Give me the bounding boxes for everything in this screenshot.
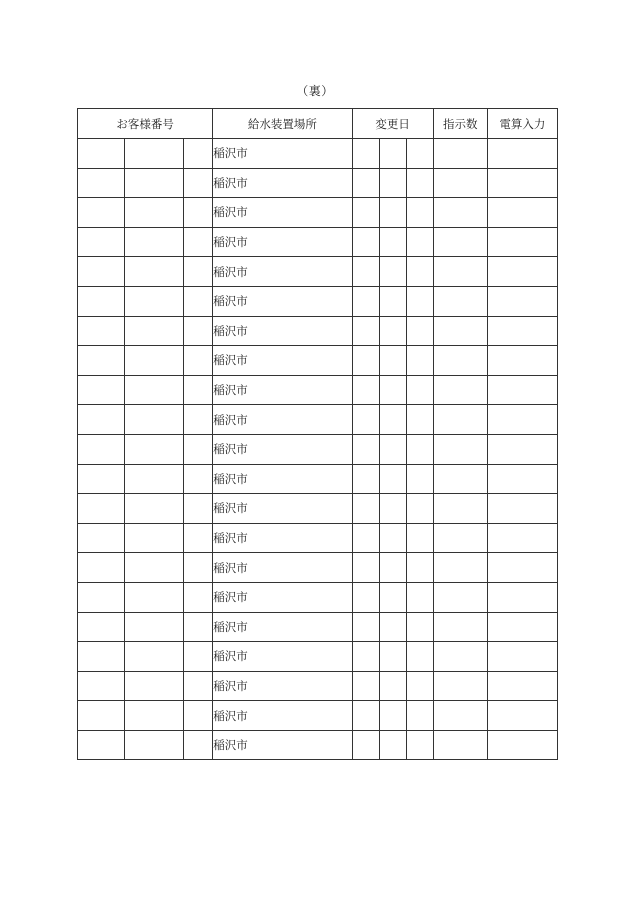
table-row bbox=[78, 494, 558, 524]
customer-number-cell-3 bbox=[184, 168, 213, 198]
change-date-cell-2 bbox=[379, 139, 406, 169]
customer-number-cell-3 bbox=[184, 642, 213, 672]
customer-number-cell-3 bbox=[184, 730, 213, 760]
table-row bbox=[78, 642, 558, 672]
indicator-cell bbox=[433, 168, 487, 198]
customer-number-cell-1 bbox=[78, 227, 125, 257]
change-date-cell-3 bbox=[406, 701, 433, 731]
change-date-cell-1 bbox=[352, 168, 379, 198]
customer-number-cell-2 bbox=[125, 139, 184, 169]
computer-input-cell bbox=[487, 494, 557, 524]
computer-input-cell bbox=[487, 316, 557, 346]
change-date-cell-3 bbox=[406, 464, 433, 494]
indicator-cell bbox=[433, 671, 487, 701]
change-date-cell-3 bbox=[406, 671, 433, 701]
customer-number-cell-1 bbox=[78, 701, 125, 731]
computer-input-cell bbox=[487, 553, 557, 583]
indicator-cell bbox=[433, 701, 487, 731]
change-date-cell-3 bbox=[406, 286, 433, 316]
table-row bbox=[78, 257, 558, 287]
table-row bbox=[78, 434, 558, 464]
indicator-cell bbox=[433, 730, 487, 760]
change-date-cell-2 bbox=[379, 198, 406, 228]
computer-input-cell bbox=[487, 642, 557, 672]
customer-number-cell-3 bbox=[184, 523, 213, 553]
table-row bbox=[78, 168, 558, 198]
change-date-cell-1 bbox=[352, 494, 379, 524]
change-date-cell-1 bbox=[352, 375, 379, 405]
change-date-cell-1 bbox=[352, 198, 379, 228]
location-cell: 稲沢市 bbox=[213, 464, 352, 494]
customer-number-cell-1 bbox=[78, 405, 125, 435]
location-cell: 稲沢市 bbox=[213, 286, 352, 316]
location-cell: 稲沢市 bbox=[213, 494, 352, 524]
table-row bbox=[78, 464, 558, 494]
customer-number-cell-2 bbox=[125, 730, 184, 760]
change-date-cell-2 bbox=[379, 346, 406, 376]
table-body bbox=[78, 139, 558, 760]
indicator-cell bbox=[433, 642, 487, 672]
customer-number-cell-3 bbox=[184, 257, 213, 287]
customer-number-cell-2 bbox=[125, 671, 184, 701]
table-row bbox=[78, 405, 558, 435]
computer-input-cell bbox=[487, 582, 557, 612]
location-cell: 稲沢市 bbox=[213, 316, 352, 346]
customer-number-cell-1 bbox=[78, 730, 125, 760]
change-date-cell-3 bbox=[406, 494, 433, 524]
table-row bbox=[78, 198, 558, 228]
indicator-cell bbox=[433, 198, 487, 228]
location-cell: 稲沢市 bbox=[213, 582, 352, 612]
change-date-cell-2 bbox=[379, 494, 406, 524]
customer-number-cell-2 bbox=[125, 286, 184, 316]
change-date-cell-2 bbox=[379, 405, 406, 435]
change-date-cell-1 bbox=[352, 286, 379, 316]
customer-number-cell-2 bbox=[125, 434, 184, 464]
indicator-cell bbox=[433, 523, 487, 553]
change-date-cell-1 bbox=[352, 612, 379, 642]
customer-number-cell-1 bbox=[78, 612, 125, 642]
computer-input-cell bbox=[487, 168, 557, 198]
location-cell: 稲沢市 bbox=[213, 523, 352, 553]
indicator-cell bbox=[433, 405, 487, 435]
indicator-cell bbox=[433, 375, 487, 405]
change-date-cell-2 bbox=[379, 701, 406, 731]
computer-input-cell bbox=[487, 701, 557, 731]
location-cell: 稲沢市 bbox=[213, 168, 352, 198]
customer-number-cell-3 bbox=[184, 227, 213, 257]
change-date-cell-2 bbox=[379, 227, 406, 257]
customer-number-cell-2 bbox=[125, 464, 184, 494]
change-date-cell-3 bbox=[406, 139, 433, 169]
customer-number-cell-2 bbox=[125, 523, 184, 553]
customer-number-cell-1 bbox=[78, 642, 125, 672]
change-date-cell-2 bbox=[379, 553, 406, 583]
customer-number-cell-1 bbox=[78, 257, 125, 287]
customer-number-cell-3 bbox=[184, 582, 213, 612]
table-row bbox=[78, 701, 558, 731]
change-date-cell-3 bbox=[406, 375, 433, 405]
customer-number-cell-2 bbox=[125, 582, 184, 612]
customer-number-cell-3 bbox=[184, 464, 213, 494]
customer-number-cell-1 bbox=[78, 139, 125, 169]
indicator-cell bbox=[433, 464, 487, 494]
customer-number-cell-2 bbox=[125, 701, 184, 731]
change-date-cell-1 bbox=[352, 464, 379, 494]
page-title: （裏） bbox=[296, 84, 334, 98]
customer-number-cell-3 bbox=[184, 405, 213, 435]
table-row bbox=[78, 582, 558, 612]
customer-number-cell-1 bbox=[78, 523, 125, 553]
table-row bbox=[78, 730, 558, 760]
customer-number-cell-3 bbox=[184, 612, 213, 642]
location-cell: 稲沢市 bbox=[213, 227, 352, 257]
change-date-cell-2 bbox=[379, 523, 406, 553]
change-date-cell-3 bbox=[406, 257, 433, 287]
header-row bbox=[78, 109, 558, 139]
change-date-cell-1 bbox=[352, 642, 379, 672]
change-date-cell-3 bbox=[406, 612, 433, 642]
table-row bbox=[78, 139, 558, 169]
change-date-cell-2 bbox=[379, 257, 406, 287]
header-location: 給水装置場所 bbox=[213, 109, 352, 139]
change-date-cell-2 bbox=[379, 612, 406, 642]
header-computer-input: 電算入力 bbox=[487, 109, 557, 139]
change-date-cell-3 bbox=[406, 730, 433, 760]
customer-number-cell-1 bbox=[78, 316, 125, 346]
customer-number-cell-2 bbox=[125, 642, 184, 672]
customer-number-cell-1 bbox=[78, 464, 125, 494]
customer-number-cell-3 bbox=[184, 316, 213, 346]
customer-number-cell-3 bbox=[184, 198, 213, 228]
indicator-cell bbox=[433, 553, 487, 583]
computer-input-cell bbox=[487, 523, 557, 553]
customer-number-cell-1 bbox=[78, 346, 125, 376]
location-cell: 稲沢市 bbox=[213, 375, 352, 405]
change-date-cell-2 bbox=[379, 582, 406, 612]
customer-number-cell-2 bbox=[125, 346, 184, 376]
computer-input-cell bbox=[487, 375, 557, 405]
customer-number-cell-1 bbox=[78, 553, 125, 583]
indicator-cell bbox=[433, 227, 487, 257]
location-cell: 稲沢市 bbox=[213, 553, 352, 583]
computer-input-cell bbox=[487, 434, 557, 464]
location-cell: 稲沢市 bbox=[213, 730, 352, 760]
computer-input-cell bbox=[487, 198, 557, 228]
table-row bbox=[78, 375, 558, 405]
change-date-cell-2 bbox=[379, 434, 406, 464]
computer-input-cell bbox=[487, 346, 557, 376]
change-date-cell-2 bbox=[379, 375, 406, 405]
customer-number-cell-2 bbox=[125, 227, 184, 257]
computer-input-cell bbox=[487, 730, 557, 760]
customer-number-cell-2 bbox=[125, 375, 184, 405]
change-date-cell-2 bbox=[379, 730, 406, 760]
computer-input-cell bbox=[487, 612, 557, 642]
customer-number-cell-3 bbox=[184, 701, 213, 731]
customer-number-cell-3 bbox=[184, 286, 213, 316]
change-date-cell-3 bbox=[406, 434, 433, 464]
change-date-cell-3 bbox=[406, 346, 433, 376]
change-date-cell-1 bbox=[352, 346, 379, 376]
indicator-cell bbox=[433, 286, 487, 316]
change-date-cell-3 bbox=[406, 168, 433, 198]
customer-number-cell-2 bbox=[125, 553, 184, 583]
change-date-cell-1 bbox=[352, 523, 379, 553]
location-cell: 稲沢市 bbox=[213, 198, 352, 228]
indicator-cell bbox=[433, 346, 487, 376]
indicator-cell bbox=[433, 257, 487, 287]
change-date-cell-2 bbox=[379, 168, 406, 198]
location-cell: 稲沢市 bbox=[213, 257, 352, 287]
computer-input-cell bbox=[487, 405, 557, 435]
customer-number-cell-1 bbox=[78, 582, 125, 612]
location-cell: 稲沢市 bbox=[213, 139, 352, 169]
customer-number-cell-2 bbox=[125, 494, 184, 524]
customer-number-cell-1 bbox=[78, 434, 125, 464]
customer-number-cell-1 bbox=[78, 168, 125, 198]
customer-number-cell-3 bbox=[184, 139, 213, 169]
customer-number-cell-2 bbox=[125, 257, 184, 287]
computer-input-cell bbox=[487, 139, 557, 169]
location-cell: 稲沢市 bbox=[213, 405, 352, 435]
change-date-cell-1 bbox=[352, 701, 379, 731]
table-row bbox=[78, 227, 558, 257]
customer-number-cell-1 bbox=[78, 375, 125, 405]
location-cell: 稲沢市 bbox=[213, 642, 352, 672]
indicator-cell bbox=[433, 612, 487, 642]
change-date-cell-3 bbox=[406, 227, 433, 257]
computer-input-cell bbox=[487, 227, 557, 257]
change-date-cell-1 bbox=[352, 227, 379, 257]
header-customer-number: お客様番号 bbox=[78, 109, 213, 139]
change-date-cell-1 bbox=[352, 139, 379, 169]
change-date-cell-1 bbox=[352, 257, 379, 287]
change-date-cell-2 bbox=[379, 464, 406, 494]
change-date-cell-3 bbox=[406, 582, 433, 612]
computer-input-cell bbox=[487, 671, 557, 701]
table-row bbox=[78, 671, 558, 701]
table-row bbox=[78, 316, 558, 346]
customer-number-cell-3 bbox=[184, 553, 213, 583]
indicator-cell bbox=[433, 494, 487, 524]
customer-number-cell-2 bbox=[125, 405, 184, 435]
change-date-cell-3 bbox=[406, 642, 433, 672]
customer-number-cell-1 bbox=[78, 671, 125, 701]
customer-number-cell-1 bbox=[78, 286, 125, 316]
computer-input-cell bbox=[487, 286, 557, 316]
customer-number-cell-2 bbox=[125, 198, 184, 228]
table-row bbox=[78, 523, 558, 553]
table-row bbox=[78, 286, 558, 316]
computer-input-cell bbox=[487, 257, 557, 287]
change-date-cell-2 bbox=[379, 316, 406, 346]
change-date-cell-1 bbox=[352, 582, 379, 612]
record-table bbox=[77, 108, 558, 760]
change-date-cell-1 bbox=[352, 730, 379, 760]
change-date-cell-3 bbox=[406, 316, 433, 346]
customer-number-cell-1 bbox=[78, 198, 125, 228]
change-date-cell-1 bbox=[352, 316, 379, 346]
change-date-cell-2 bbox=[379, 286, 406, 316]
computer-input-cell bbox=[487, 464, 557, 494]
table-row bbox=[78, 346, 558, 376]
change-date-cell-1 bbox=[352, 671, 379, 701]
location-cell: 稲沢市 bbox=[213, 346, 352, 376]
customer-number-cell-1 bbox=[78, 494, 125, 524]
location-cell: 稲沢市 bbox=[213, 612, 352, 642]
customer-number-cell-2 bbox=[125, 168, 184, 198]
indicator-cell bbox=[433, 316, 487, 346]
change-date-cell-3 bbox=[406, 405, 433, 435]
customer-number-cell-3 bbox=[184, 494, 213, 524]
location-cell: 稲沢市 bbox=[213, 434, 352, 464]
change-date-cell-2 bbox=[379, 642, 406, 672]
customer-number-cell-3 bbox=[184, 375, 213, 405]
indicator-cell bbox=[433, 582, 487, 612]
customer-number-cell-3 bbox=[184, 434, 213, 464]
table-row bbox=[78, 553, 558, 583]
location-cell: 稲沢市 bbox=[213, 701, 352, 731]
customer-number-cell-3 bbox=[184, 671, 213, 701]
indicator-cell bbox=[433, 434, 487, 464]
change-date-cell-3 bbox=[406, 198, 433, 228]
change-date-cell-2 bbox=[379, 671, 406, 701]
table-row bbox=[78, 612, 558, 642]
customer-number-cell-2 bbox=[125, 612, 184, 642]
change-date-cell-3 bbox=[406, 553, 433, 583]
change-date-cell-1 bbox=[352, 405, 379, 435]
change-date-cell-1 bbox=[352, 553, 379, 583]
header-change-date: 変更日 bbox=[352, 109, 433, 139]
header-indicator: 指示数 bbox=[433, 109, 487, 139]
indicator-cell bbox=[433, 139, 487, 169]
location-cell: 稲沢市 bbox=[213, 671, 352, 701]
customer-number-cell-3 bbox=[184, 346, 213, 376]
change-date-cell-1 bbox=[352, 434, 379, 464]
change-date-cell-3 bbox=[406, 523, 433, 553]
customer-number-cell-2 bbox=[125, 316, 184, 346]
